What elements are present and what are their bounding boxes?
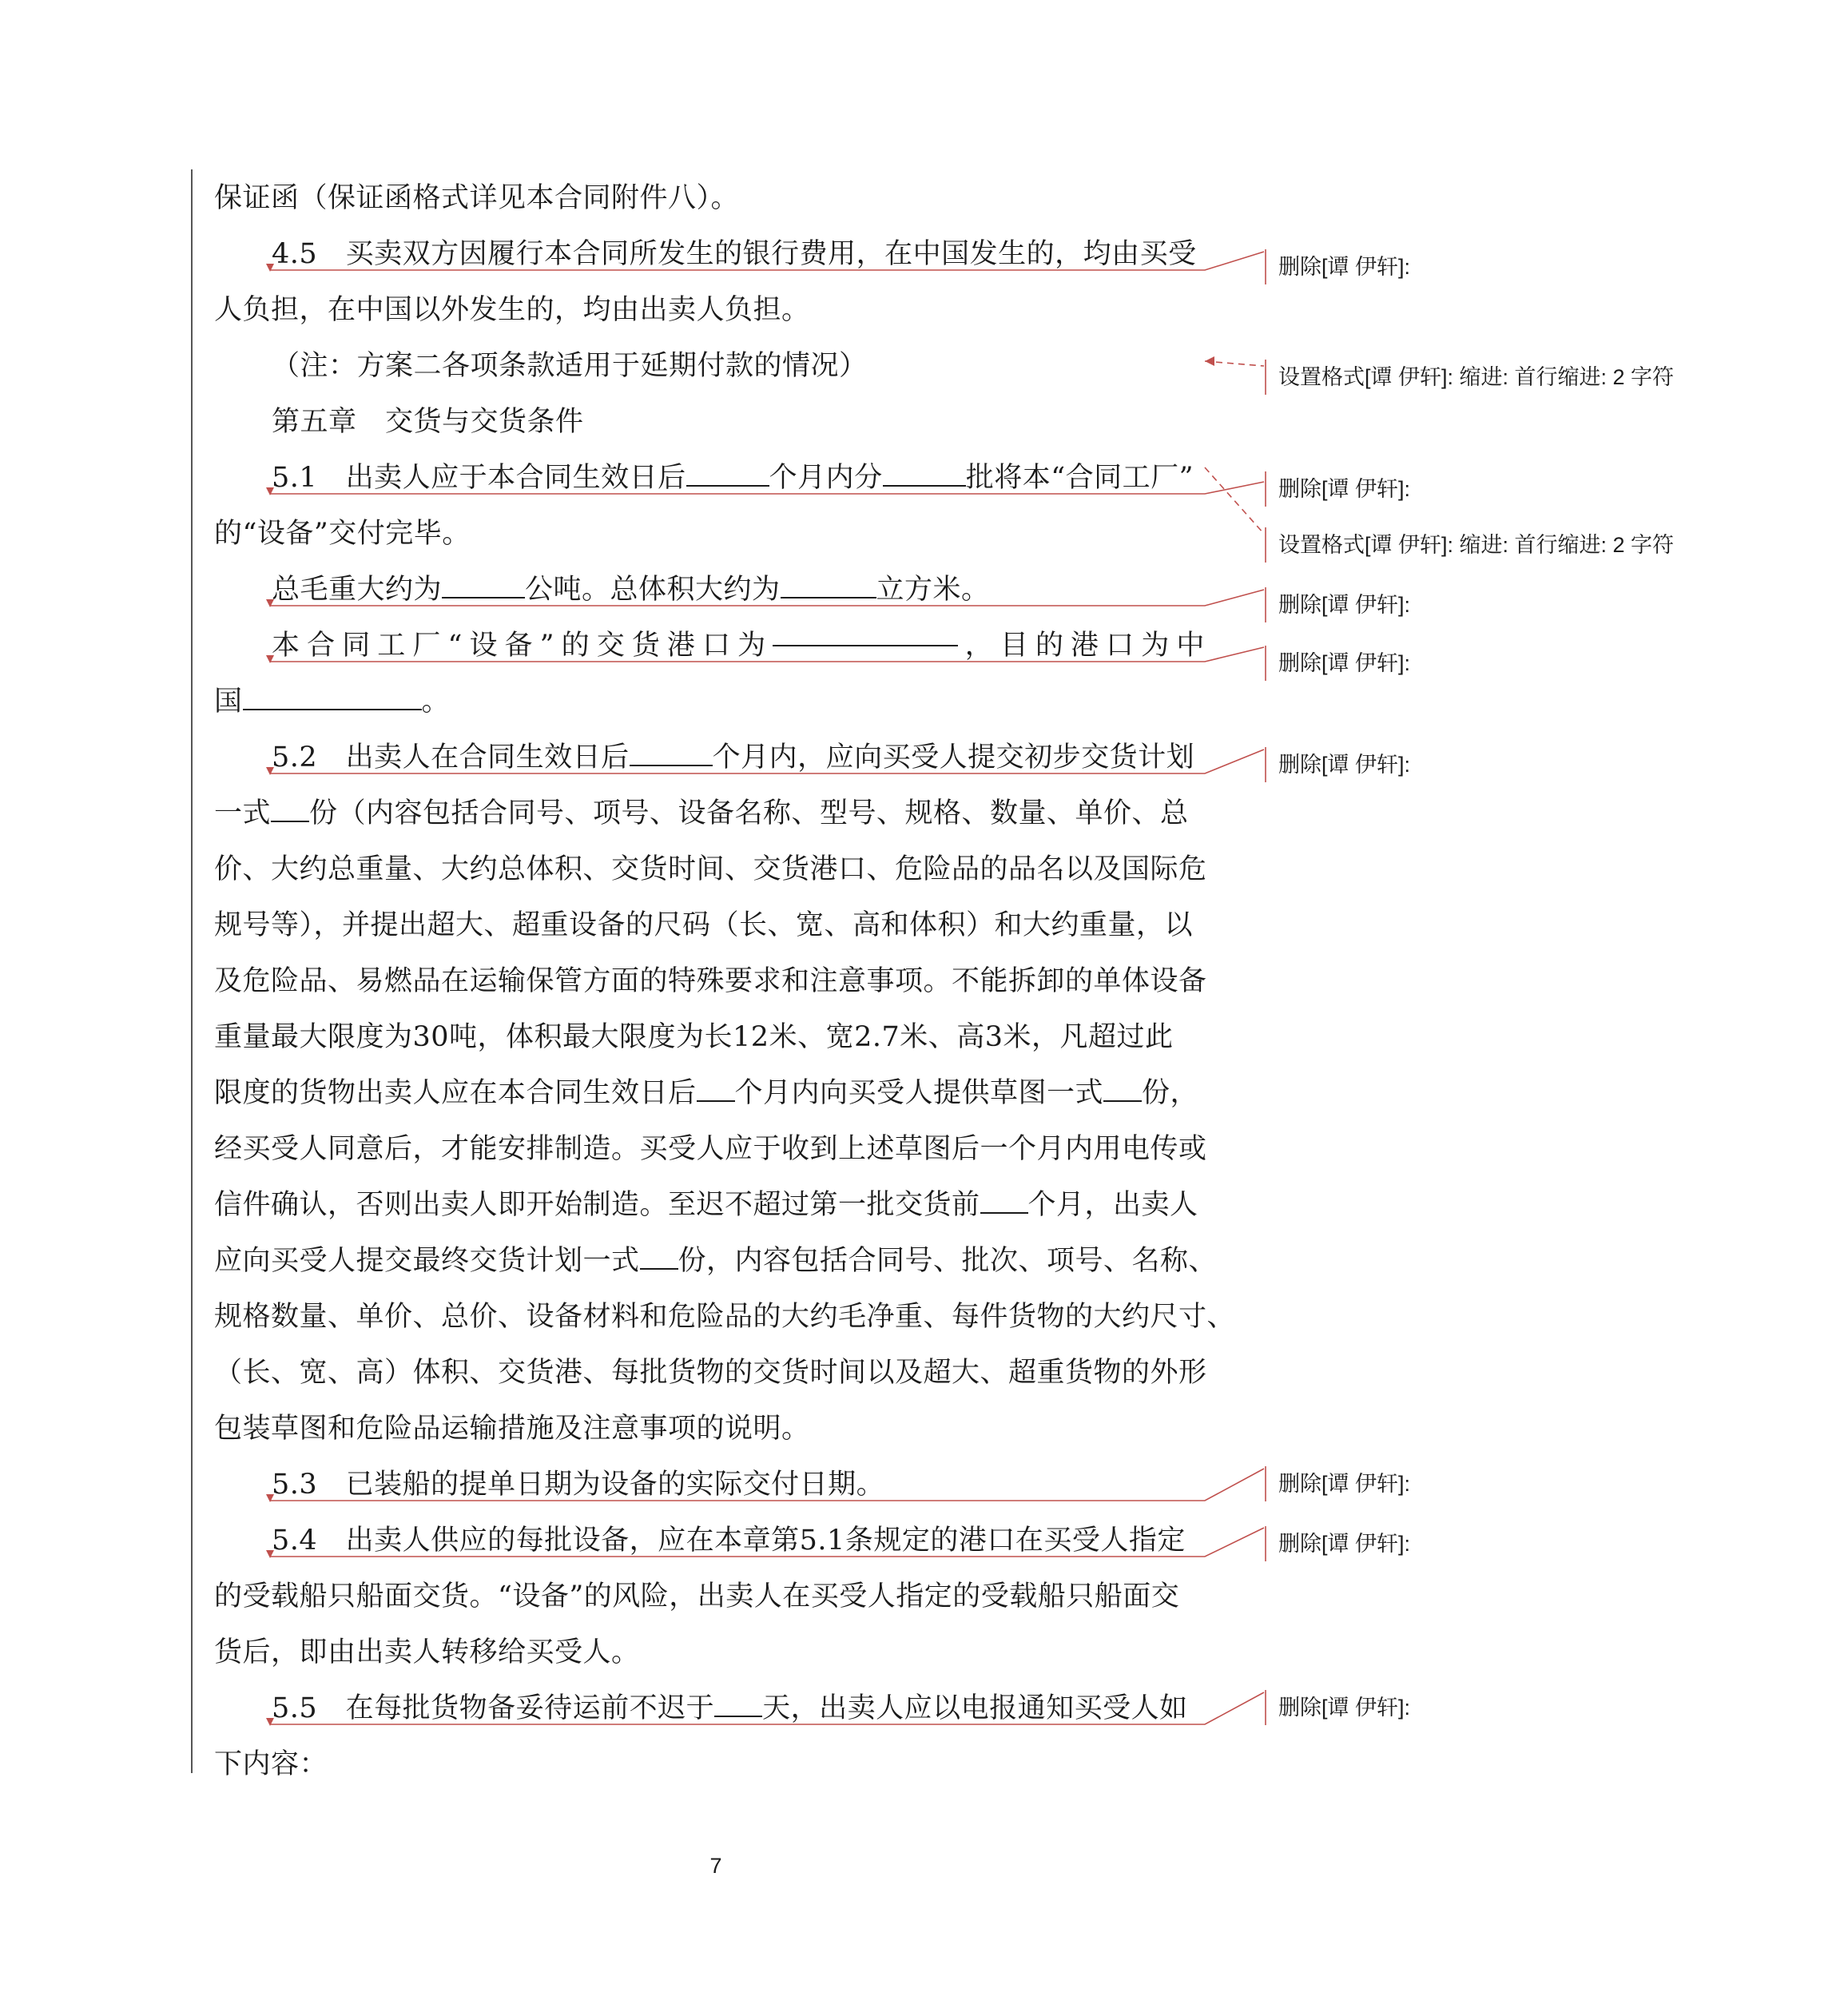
text-segment: 个月内向买受人提供草图一式 <box>734 1077 1104 1109</box>
text-char: 厂 <box>412 630 441 662</box>
text-char: 备 <box>504 630 534 662</box>
text-char: 同 <box>342 630 371 662</box>
text-segment: 5.1 出卖人应于本合同生效日后 <box>272 462 686 494</box>
text-char: 工 <box>377 630 406 662</box>
text-char: 设 <box>469 630 498 662</box>
text-char: 港 <box>1071 630 1099 662</box>
format-arrow <box>1205 356 1214 366</box>
text-segment: 个月内，应向买受人提交初步交货计划 <box>712 742 1195 773</box>
text-char: 中 <box>1176 630 1205 662</box>
text-line: 经买受人同意后，才能安排制造。买受人应于收到上述草图后一个月内用电传或 <box>214 1133 1207 1165</box>
text-segment: 份（内容包括合同号、项号、设备名称、型号、规格、数量、单价、总 <box>309 797 1189 829</box>
text-char: 本 <box>272 630 300 662</box>
text-segment: 个月内分 <box>769 462 883 494</box>
revision-comment[interactable]: 删除[谭 伊轩]: <box>1278 1472 1411 1496</box>
revision-connector <box>270 1528 1264 1557</box>
format-comment[interactable]: 设置格式[谭 伊轩]: 缩进: 首行缩进: 2 字符 <box>1278 533 1675 557</box>
text-char: 合 <box>307 630 336 662</box>
revision-connector <box>270 590 1264 606</box>
text-char: ” <box>539 630 555 662</box>
text-char: 为 <box>1141 630 1170 662</box>
text-line: 及危险品、易燃品在运输保管方面的特殊要求和注意事项。不能拆卸的单体设备 <box>214 965 1207 997</box>
text-segment: 立方米。 <box>876 574 990 606</box>
revision-connector <box>270 482 1264 494</box>
text-char: 货 <box>631 630 661 662</box>
text-line: 4.5 买卖双方因履行本合同所发生的银行费用，在中国发生的，均由买受 <box>272 238 1197 270</box>
text-char: 交 <box>596 630 626 662</box>
text-char: 的 <box>561 630 590 662</box>
revision-connector <box>1205 467 1264 534</box>
text-line: 的“设备”交付完毕。 <box>214 518 471 550</box>
revision-comment[interactable]: 删除[谭 伊轩]: <box>1278 255 1411 279</box>
text-line: （注：方案二各项条款适用于延期付款的情况） <box>272 350 868 382</box>
text-char: 目 <box>1000 630 1029 662</box>
text-segment: 5.2 出卖人在合同生效日后 <box>272 742 630 773</box>
revision-connector <box>270 750 1264 773</box>
text-line: 重量最大限度为30吨，体积最大限度为长12米、宽2.7米、高3米，凡超过此 <box>214 1021 1174 1053</box>
revision-connector <box>270 252 1264 270</box>
text-segment: 5.5 在每批货物备妥待运前不迟于 <box>272 1692 715 1724</box>
revision-comment[interactable]: 删除[谭 伊轩]: <box>1278 477 1411 501</box>
revision-comment[interactable]: 删除[谭 伊轩]: <box>1278 593 1411 617</box>
text-segment: 份， <box>1142 1077 1199 1109</box>
text-line: 5.4 出卖人供应的每批设备，应在本章第5.1条规定的港口在买受人指定 <box>272 1525 1186 1557</box>
text-char: 港 <box>666 630 696 662</box>
text-line: 货后，即由出卖人转移给买受人。 <box>214 1636 640 1668</box>
revision-comment[interactable]: 删除[谭 伊轩]: <box>1278 651 1411 675</box>
text-char: 口 <box>702 630 731 662</box>
revision-connector <box>270 647 1264 662</box>
text-line: 包装草图和危险品运输措施及注意事项的说明。 <box>214 1413 810 1445</box>
text-segment: 信件确认，否则出卖人即开始制造。至迟不超过第一批交货前 <box>214 1189 980 1221</box>
text-char: ， <box>964 630 994 662</box>
text-line: 保证函（保证函格式详见本合同附件八）。 <box>214 182 740 214</box>
revision-connector <box>270 1692 1264 1724</box>
text-line: 下内容： <box>214 1748 328 1780</box>
text-char: 为 <box>737 630 766 662</box>
text-segment: 份，内容包括合同号、批次、项号、名称、 <box>678 1245 1218 1277</box>
text-char: “ <box>447 630 463 662</box>
revision-comment[interactable]: 删除[谭 伊轩]: <box>1278 1696 1411 1720</box>
revision-comment[interactable]: 删除[谭 伊轩]: <box>1278 753 1411 777</box>
page-number: 7 <box>709 1854 722 1878</box>
revision-comment[interactable]: 删除[谭 伊轩]: <box>1278 1532 1411 1556</box>
text-segment: 一式 <box>214 797 272 829</box>
chapter-heading: 第五章 交货与交货条件 <box>272 406 584 438</box>
text-line: 规格数量、单价、总价、设备材料和危险品的大约毛净重、每件货物的大约尺寸、 <box>214 1301 1236 1333</box>
text-segment: 批将本“合同工厂” <box>965 462 1194 494</box>
revision-connector <box>270 1469 1264 1501</box>
text-segment: 总毛重大约为 <box>272 574 443 606</box>
text-line: 的受载船只船面交货。“设备”的风险，出卖人在买受人指定的受载船只船面交 <box>214 1581 1180 1612</box>
text-segment: 国 <box>214 686 243 718</box>
text-segment: 公吨。总体积大约为 <box>525 574 781 606</box>
text-char: 的 <box>1035 630 1064 662</box>
text-line: 5.3 已装船的提单日期为设备的实际交付日期。 <box>272 1469 885 1501</box>
text-segment: 应向买受人提交最终交货计划一式 <box>214 1245 640 1277</box>
text-line: 人负担，在中国以外发生的，均由出卖人负担。 <box>214 294 810 326</box>
text-line: （长、宽、高）体积、交货港、每批货物的交货时间以及超大、超重货物的外形 <box>214 1357 1207 1389</box>
text-char: 口 <box>1106 630 1135 662</box>
format-comment[interactable]: 设置格式[谭 伊轩]: 缩进: 首行缩进: 2 字符 <box>1278 365 1675 389</box>
text-line: 规号等），并提出超大、超重设备的尺码（长、宽、高和体积）和大约重量，以 <box>214 909 1194 941</box>
text-segment: 个月，出卖人 <box>1027 1189 1198 1221</box>
text-segment: 。 <box>421 686 451 718</box>
text-segment: 天，出卖人应以电报通知买受人如 <box>762 1692 1188 1724</box>
text-line: 价、大约总重量、大约总体积、交货时间、交货港口、危险品的品名以及国际危 <box>214 853 1207 885</box>
text-segment: 限度的货物出卖人应在本合同生效日后 <box>214 1077 697 1109</box>
